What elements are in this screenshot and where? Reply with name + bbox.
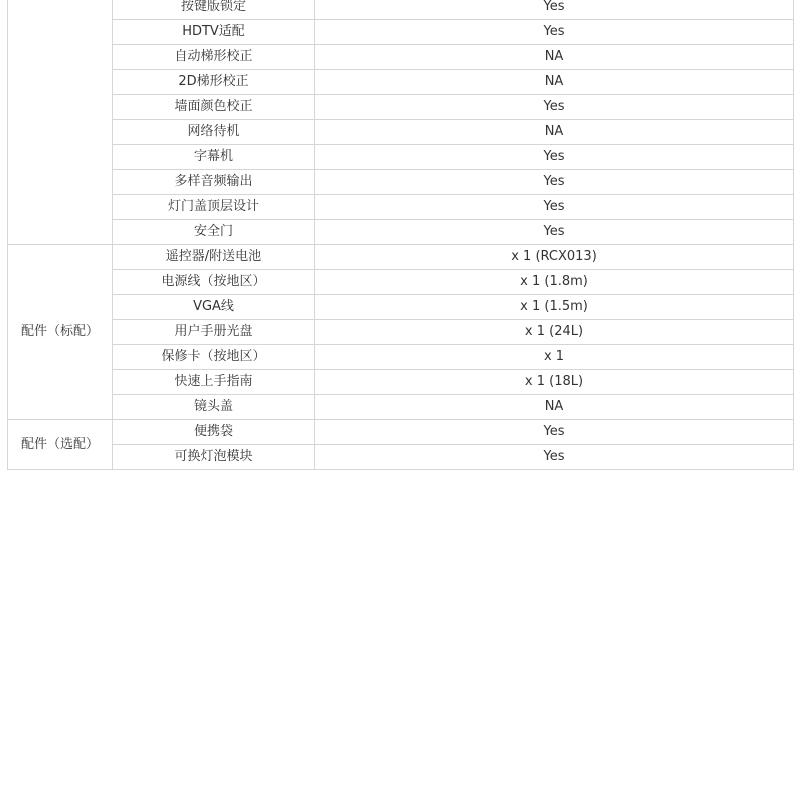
feature-cell: 可换灯泡模块 [113, 445, 315, 470]
table-row [8, 170, 794, 195]
feature-cell: 灯门盖顶层设计 [113, 195, 315, 220]
feature-cell: 2D梯形校正 [113, 70, 315, 95]
table-row [8, 345, 794, 370]
value-cell: Yes [315, 20, 794, 45]
table-row [8, 45, 794, 70]
value-cell: Yes [315, 95, 794, 120]
feature-cell: HDTV适配 [113, 20, 315, 45]
table-row [8, 270, 794, 295]
feature-cell: 电源线（按地区） [113, 270, 315, 295]
value-cell: x 1 (RCX013) [315, 245, 794, 270]
feature-cell: 镜头盖 [113, 395, 315, 420]
table-row [8, 295, 794, 320]
table-row [8, 195, 794, 220]
table-row [8, 320, 794, 345]
feature-cell: 便携袋 [113, 420, 315, 445]
value-cell: x 1 (18L) [315, 370, 794, 395]
feature-cell: 字幕机 [113, 145, 315, 170]
value-cell: Yes [315, 0, 794, 20]
table-row [8, 0, 794, 20]
value-cell: x 1 (24L) [315, 320, 794, 345]
feature-cell: 遥控器/附送电池 [113, 245, 315, 270]
value-cell: NA [315, 70, 794, 95]
table-row [8, 145, 794, 170]
value-cell: Yes [315, 420, 794, 445]
value-cell: x 1 [315, 345, 794, 370]
category-cell-standard-accessories: 配件（标配） [8, 245, 113, 420]
feature-cell: 多样音频输出 [113, 170, 315, 195]
value-cell: Yes [315, 145, 794, 170]
feature-cell: 快速上手指南 [113, 370, 315, 395]
value-cell: Yes [315, 170, 794, 195]
table-row [8, 120, 794, 145]
feature-cell: 墙面颜色校正 [113, 95, 315, 120]
category-cell-optional-accessories: 配件（选配） [8, 420, 113, 470]
value-cell: Yes [315, 220, 794, 245]
table-row [8, 420, 794, 445]
feature-cell: 保修卡（按地区） [113, 345, 315, 370]
table-row [8, 245, 794, 270]
category-cell-features [8, 0, 113, 245]
table-row [8, 220, 794, 245]
value-cell: x 1 (1.5m) [315, 295, 794, 320]
table-row [8, 370, 794, 395]
value-cell: Yes [315, 445, 794, 470]
value-cell: NA [315, 120, 794, 145]
table-row [8, 95, 794, 120]
feature-cell: 网络待机 [113, 120, 315, 145]
value-cell: NA [315, 395, 794, 420]
feature-cell: 按键版锁定 [113, 0, 315, 20]
spec-table [7, 0, 794, 470]
value-cell: Yes [315, 195, 794, 220]
value-cell: NA [315, 45, 794, 70]
feature-cell: 用户手册光盘 [113, 320, 315, 345]
feature-cell: 安全门 [113, 220, 315, 245]
table-row [8, 445, 794, 470]
feature-cell: 自动梯形校正 [113, 45, 315, 70]
value-cell: x 1 (1.8m) [315, 270, 794, 295]
table-row [8, 20, 794, 45]
table-row [8, 395, 794, 420]
feature-cell: VGA线 [113, 295, 315, 320]
table-row [8, 70, 794, 95]
